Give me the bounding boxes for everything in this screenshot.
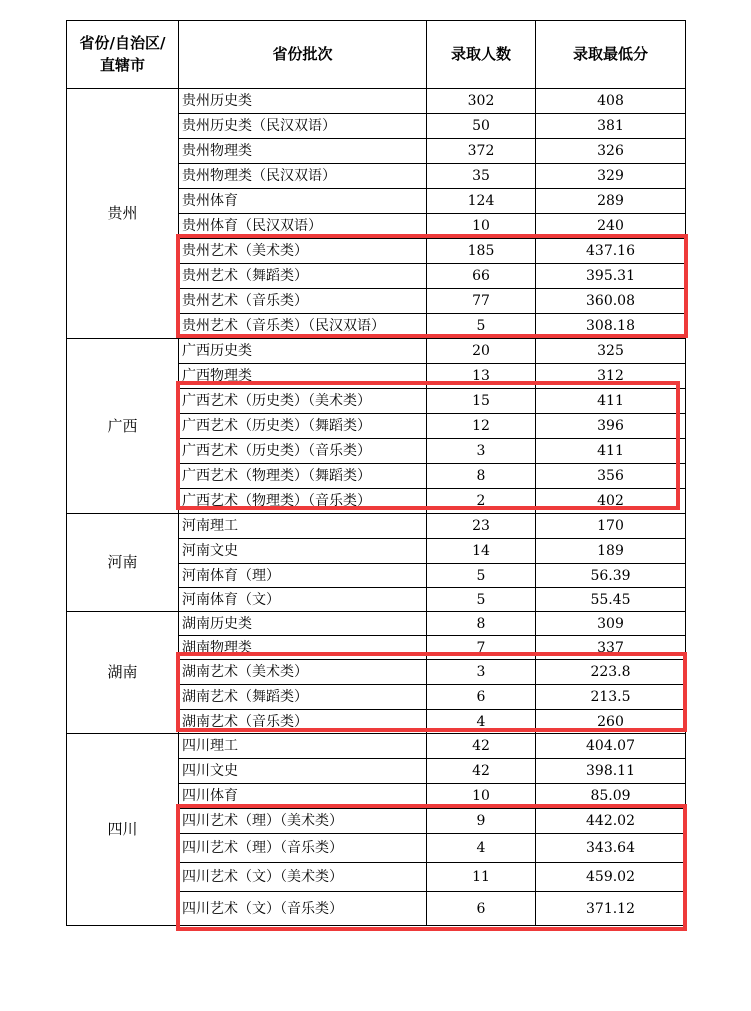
header-row bbox=[67, 21, 686, 89]
province-cell: 广西 bbox=[67, 339, 179, 514]
batch-cell: 广西艺术（物理类）（舞蹈类） bbox=[179, 464, 427, 489]
admitted-cell: 50 bbox=[427, 114, 536, 139]
province-cell: 贵州 bbox=[67, 89, 179, 339]
min-score-cell: 260 bbox=[536, 710, 686, 734]
min-score-cell: 381 bbox=[536, 114, 686, 139]
min-score-cell: 240 bbox=[536, 214, 686, 239]
batch-cell: 四川艺术（文）（美术类） bbox=[179, 863, 427, 892]
min-score-cell: 326 bbox=[536, 139, 686, 164]
admitted-cell: 5 bbox=[427, 314, 536, 339]
batch-cell: 贵州艺术（美术类） bbox=[179, 239, 427, 264]
table-row bbox=[67, 734, 686, 759]
batch-cell: 湖南历史类 bbox=[179, 612, 427, 636]
admitted-cell: 2 bbox=[427, 489, 536, 514]
admitted-cell: 8 bbox=[427, 464, 536, 489]
min-score-cell: 411 bbox=[536, 439, 686, 464]
min-score-cell: 398.11 bbox=[536, 759, 686, 784]
admitted-cell: 6 bbox=[427, 892, 536, 926]
admitted-cell: 3 bbox=[427, 439, 536, 464]
min-score-cell: 56.39 bbox=[536, 564, 686, 588]
admitted-cell: 9 bbox=[427, 809, 536, 834]
min-score-cell: 371.12 bbox=[536, 892, 686, 926]
admitted-cell: 124 bbox=[427, 189, 536, 214]
admitted-cell: 42 bbox=[427, 734, 536, 759]
batch-cell: 贵州历史类 bbox=[179, 89, 427, 114]
batch-cell: 贵州历史类（民汉双语） bbox=[179, 114, 427, 139]
admitted-cell: 7 bbox=[427, 636, 536, 660]
batch-cell: 广西艺术（历史类）（美术类） bbox=[179, 389, 427, 414]
batch-cell: 四川文史 bbox=[179, 759, 427, 784]
batch-cell: 河南文史 bbox=[179, 539, 427, 564]
admitted-cell: 23 bbox=[427, 514, 536, 539]
min-score-cell: 170 bbox=[536, 514, 686, 539]
batch-cell: 河南体育（理） bbox=[179, 564, 427, 588]
min-score-cell: 408 bbox=[536, 89, 686, 114]
admitted-cell: 14 bbox=[427, 539, 536, 564]
min-score-cell: 189 bbox=[536, 539, 686, 564]
batch-cell: 四川艺术（理）（美术类） bbox=[179, 809, 427, 834]
batch-cell: 湖南艺术（美术类） bbox=[179, 660, 427, 685]
batch-cell: 广西艺术（历史类）（舞蹈类） bbox=[179, 414, 427, 439]
province-cell: 河南 bbox=[67, 514, 179, 612]
admitted-cell: 15 bbox=[427, 389, 536, 414]
batch-cell: 湖南艺术（舞蹈类） bbox=[179, 685, 427, 710]
admitted-cell: 42 bbox=[427, 759, 536, 784]
admitted-cell: 4 bbox=[427, 710, 536, 734]
table-row bbox=[67, 612, 686, 636]
admitted-cell: 10 bbox=[427, 214, 536, 239]
batch-cell: 贵州体育 bbox=[179, 189, 427, 214]
admitted-cell: 3 bbox=[427, 660, 536, 685]
batch-cell: 贵州艺术（音乐类） bbox=[179, 289, 427, 314]
admitted-cell: 20 bbox=[427, 339, 536, 364]
batch-cell: 贵州艺术（舞蹈类） bbox=[179, 264, 427, 289]
header-min-score: 录取最低分 bbox=[536, 21, 686, 89]
min-score-cell: 312 bbox=[536, 364, 686, 389]
batch-cell: 四川艺术（文）（音乐类） bbox=[179, 892, 427, 926]
admitted-cell: 302 bbox=[427, 89, 536, 114]
min-score-cell: 395.31 bbox=[536, 264, 686, 289]
min-score-cell: 356 bbox=[536, 464, 686, 489]
batch-cell: 广西历史类 bbox=[179, 339, 427, 364]
admitted-cell: 372 bbox=[427, 139, 536, 164]
table-row bbox=[67, 89, 686, 114]
admission-table bbox=[66, 20, 686, 926]
batch-cell: 四川理工 bbox=[179, 734, 427, 759]
min-score-cell: 396 bbox=[536, 414, 686, 439]
min-score-cell: 289 bbox=[536, 189, 686, 214]
admission-table-container bbox=[66, 20, 686, 926]
admitted-cell: 35 bbox=[427, 164, 536, 189]
batch-cell: 广西艺术（物理类）（音乐类） bbox=[179, 489, 427, 514]
admitted-cell: 8 bbox=[427, 612, 536, 636]
min-score-cell: 213.5 bbox=[536, 685, 686, 710]
min-score-cell: 309 bbox=[536, 612, 686, 636]
province-cell: 四川 bbox=[67, 734, 179, 926]
batch-cell: 湖南物理类 bbox=[179, 636, 427, 660]
min-score-cell: 85.09 bbox=[536, 784, 686, 809]
min-score-cell: 337 bbox=[536, 636, 686, 660]
admitted-cell: 5 bbox=[427, 588, 536, 612]
min-score-cell: 343.64 bbox=[536, 834, 686, 863]
batch-cell: 河南理工 bbox=[179, 514, 427, 539]
admitted-cell: 4 bbox=[427, 834, 536, 863]
min-score-cell: 360.08 bbox=[536, 289, 686, 314]
admitted-cell: 10 bbox=[427, 784, 536, 809]
header-admitted: 录取人数 bbox=[427, 21, 536, 89]
min-score-cell: 442.02 bbox=[536, 809, 686, 834]
batch-cell: 河南体育（文） bbox=[179, 588, 427, 612]
header-province: 省份/自治区/ 直辖市 bbox=[67, 21, 179, 89]
min-score-cell: 411 bbox=[536, 389, 686, 414]
min-score-cell: 308.18 bbox=[536, 314, 686, 339]
min-score-cell: 459.02 bbox=[536, 863, 686, 892]
admitted-cell: 77 bbox=[427, 289, 536, 314]
min-score-cell: 329 bbox=[536, 164, 686, 189]
min-score-cell: 223.8 bbox=[536, 660, 686, 685]
batch-cell: 贵州物理类 bbox=[179, 139, 427, 164]
table-body bbox=[67, 89, 686, 926]
admitted-cell: 5 bbox=[427, 564, 536, 588]
batch-cell: 贵州体育（民汉双语） bbox=[179, 214, 427, 239]
batch-cell: 广西物理类 bbox=[179, 364, 427, 389]
min-score-cell: 55.45 bbox=[536, 588, 686, 612]
min-score-cell: 437.16 bbox=[536, 239, 686, 264]
batch-cell: 广西艺术（历史类）（音乐类） bbox=[179, 439, 427, 464]
min-score-cell: 404.07 bbox=[536, 734, 686, 759]
province-cell: 湖南 bbox=[67, 612, 179, 734]
batch-cell: 四川体育 bbox=[179, 784, 427, 809]
min-score-cell: 402 bbox=[536, 489, 686, 514]
admitted-cell: 12 bbox=[427, 414, 536, 439]
table-row bbox=[67, 339, 686, 364]
batch-cell: 贵州艺术（音乐类）（民汉双语） bbox=[179, 314, 427, 339]
admitted-cell: 66 bbox=[427, 264, 536, 289]
batch-cell: 贵州物理类（民汉双语） bbox=[179, 164, 427, 189]
admitted-cell: 13 bbox=[427, 364, 536, 389]
batch-cell: 四川艺术（理）（音乐类） bbox=[179, 834, 427, 863]
admitted-cell: 6 bbox=[427, 685, 536, 710]
batch-cell: 湖南艺术（音乐类） bbox=[179, 710, 427, 734]
admitted-cell: 185 bbox=[427, 239, 536, 264]
min-score-cell: 325 bbox=[536, 339, 686, 364]
admitted-cell: 11 bbox=[427, 863, 536, 892]
table-row bbox=[67, 514, 686, 539]
header-batch: 省份批次 bbox=[179, 21, 427, 89]
